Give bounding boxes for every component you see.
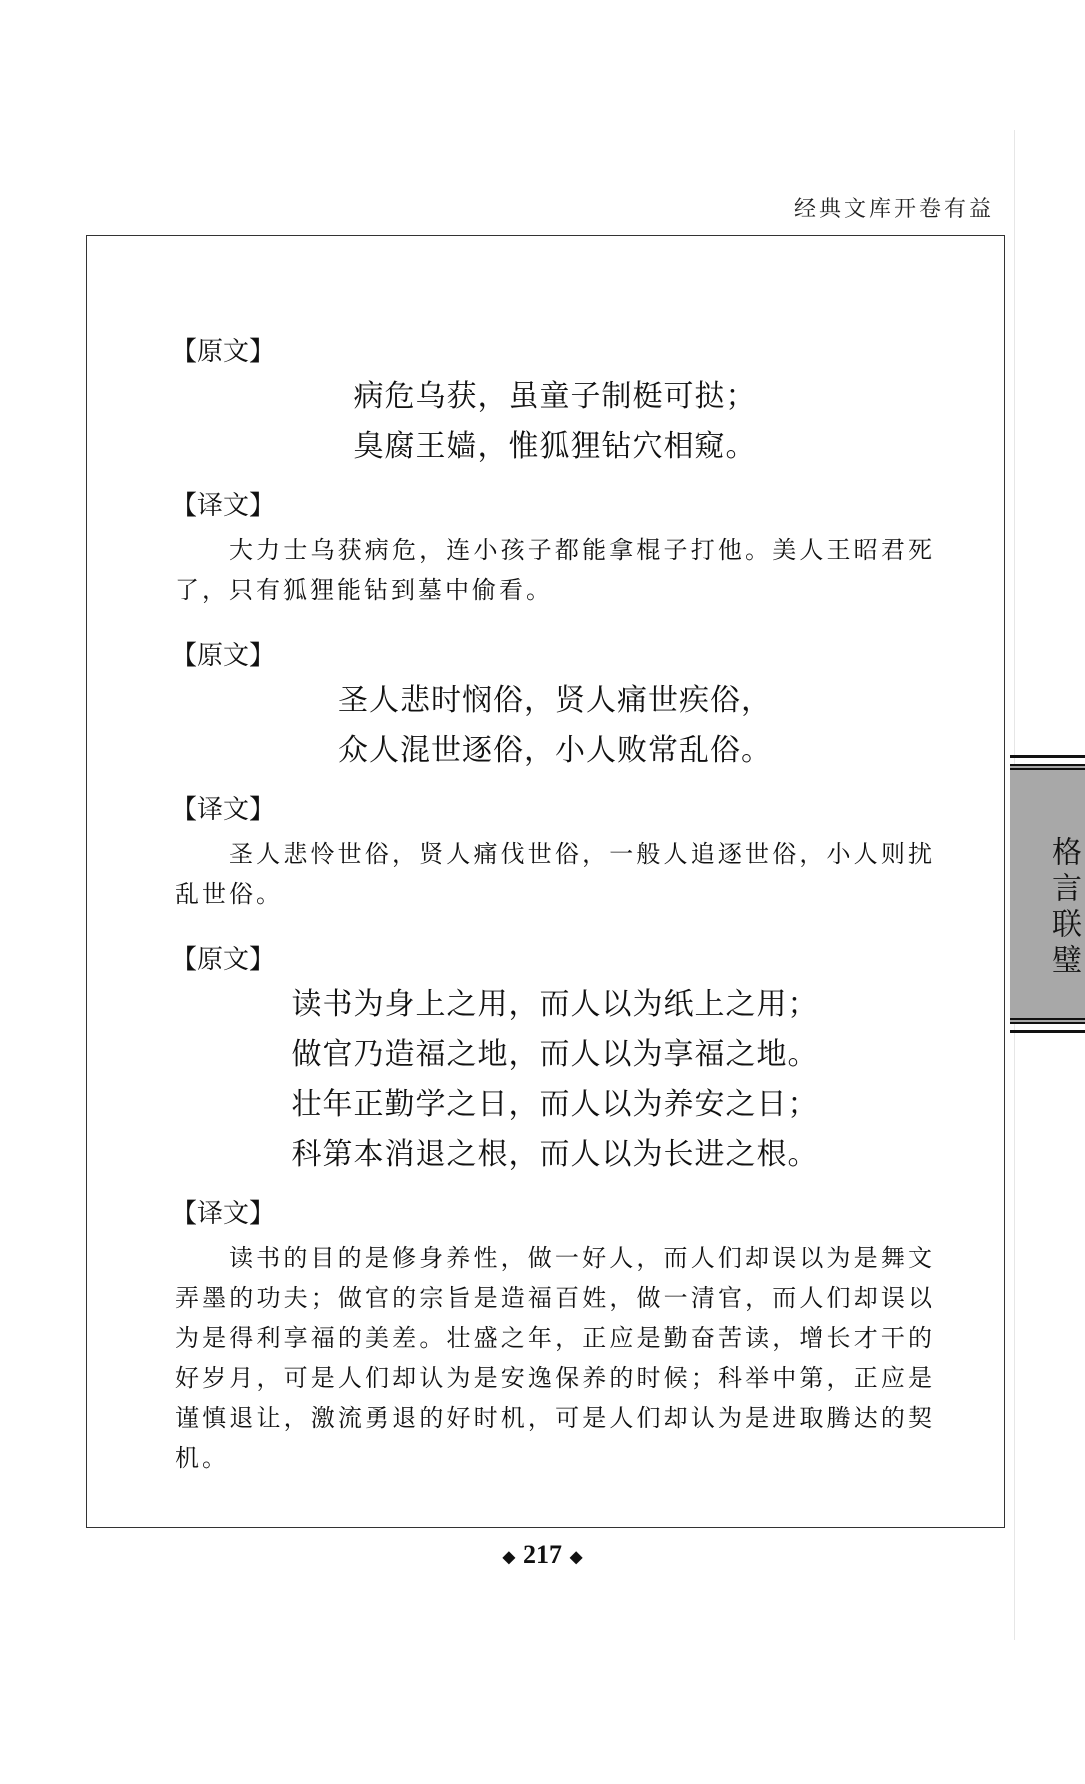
translation-text: 大力士乌获病危，连小孩子都能拿棍子打他。美人王昭君死了，只有狐狸能钻到墓中偷看。 — [175, 536, 935, 604]
original-label: 【原文】 — [171, 337, 276, 367]
verse-line: 臭腐王嫱，惟狐狸钻穴相窥。 — [353, 429, 757, 464]
verse-line: 众人混世逐俗，小人败常乱俗。 — [338, 733, 772, 768]
translation-text: 读书的目的是修身养性，做一好人，而人们却误以为是舞文弄墨的功夫；做官的宗旨是造福百姓，做一清官，而人们却误以为是得利享福的美差。壮盛之年，正应是勤奋苦读，增长才干的好岁月，可是人们却认为是安逸保养的时候；科举中第，正应是谨慎退让，激流勇退的好时机，可是人们却认为是进取腾达的契机。 — [175, 1244, 935, 1472]
translation-text: 圣人悲怜世俗，贤人痛伐世俗，一般人追逐世俗，小人则扰乱世俗。 — [175, 840, 935, 908]
verse-line: 做官乃造福之地，而人以为享福之地。 — [291, 1037, 819, 1072]
translation-label: 【译文】 — [171, 795, 276, 825]
entry — [171, 636, 935, 914]
original-verse — [175, 372, 935, 472]
entry — [171, 332, 935, 610]
page-number — [0, 1540, 1085, 1570]
verse-line: 壮年正勤学之日，而人以为养安之日； — [291, 1087, 819, 1122]
section-tab — [1010, 764, 1085, 1024]
section-tab-label: 格言联璧 — [1046, 836, 1081, 980]
verse-line: 病危乌获，虽童子制梃可挞； — [353, 379, 757, 414]
translation-label: 【译文】 — [171, 491, 276, 521]
diamond-icon: ◆ — [502, 1549, 515, 1567]
diamond-icon: ◆ — [570, 1549, 583, 1567]
tab-rule-top — [1010, 755, 1085, 758]
tab-rule-bottom — [1010, 1030, 1085, 1033]
original-verse — [175, 980, 935, 1180]
verse-line: 读书为身上之用，而人以为纸上之用； — [291, 987, 819, 1022]
translation-label: 【译文】 — [171, 1199, 276, 1229]
running-head: 经典文库开卷有益 — [793, 197, 994, 222]
entry — [171, 940, 935, 1478]
original-label: 【原文】 — [171, 641, 276, 671]
main-content — [171, 332, 935, 1504]
original-verse — [175, 676, 935, 776]
original-label: 【原文】 — [171, 945, 276, 975]
verse-line: 圣人悲时悯俗，贤人痛世疾俗， — [338, 683, 772, 718]
verse-line: 科第本消退之根，而人以为长进之根。 — [291, 1137, 819, 1172]
page-number-value: 217 — [523, 1540, 562, 1569]
